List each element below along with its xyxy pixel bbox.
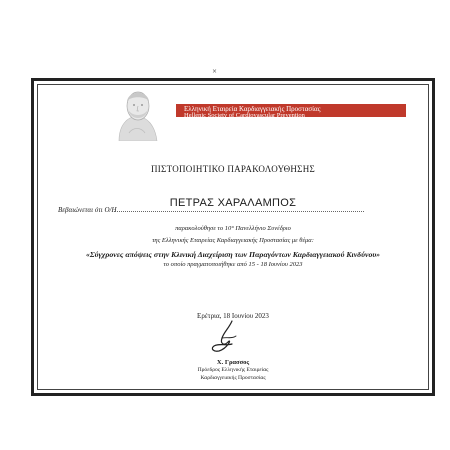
signer-role-line-2: Καρδιαγγειακής Προστασίας <box>200 375 266 381</box>
certify-label: Βεβαιώνεται ότι Ο/Η <box>58 206 117 214</box>
organization-name-english: Hellenic Society of Cardiovascular Prevention <box>184 112 305 119</box>
attendance-line: παρακολούθησε το 10° Πανελλήνιο Συνέδριο <box>175 225 291 232</box>
recipient-dotted-line <box>114 211 364 212</box>
recipient-name: ΠΕΤΡΑΣ ΧΑΡΑΛΑΜΠΟΣ <box>169 197 297 209</box>
signature-mark <box>202 318 247 353</box>
scan-mark: × <box>212 68 218 75</box>
signer-name: Χ. Γρασσος <box>216 359 250 366</box>
signer-role-line-1: Πρόεδρος Ελληνικής Εταιρείας <box>197 367 269 373</box>
society-logo-bust <box>109 87 169 141</box>
certificate-heading: ΠΙΣΤΟΠΟΙΗΤΙΚΟ ΠΑΡΑΚΟΛΟΥΘΗΣΗΣ <box>150 164 316 174</box>
conference-dates: το οποίο πραγματοποιήθηκε από 15 - 18 Ιουνίου 2023 <box>163 261 303 268</box>
signer-role <box>34 366 432 382</box>
society-line: της Ελληνικής Εταιρείας Καρδιαγγειακής Προστασίας με θέμα: <box>152 237 314 244</box>
conference-topic: «Σύγχρονες απόψεις στην Κλινική Διαχείριση των Παραγόντων Καρδιαγγειακού Κινδύνου» <box>85 250 381 259</box>
place-date: Ερέτρια, 18 Ιουνίου 2023 <box>197 312 269 320</box>
organization-name-greek: Ελληνική Εταιρεία Καρδιαγγειακής Προστασίας <box>184 105 321 113</box>
certificate <box>31 78 435 396</box>
